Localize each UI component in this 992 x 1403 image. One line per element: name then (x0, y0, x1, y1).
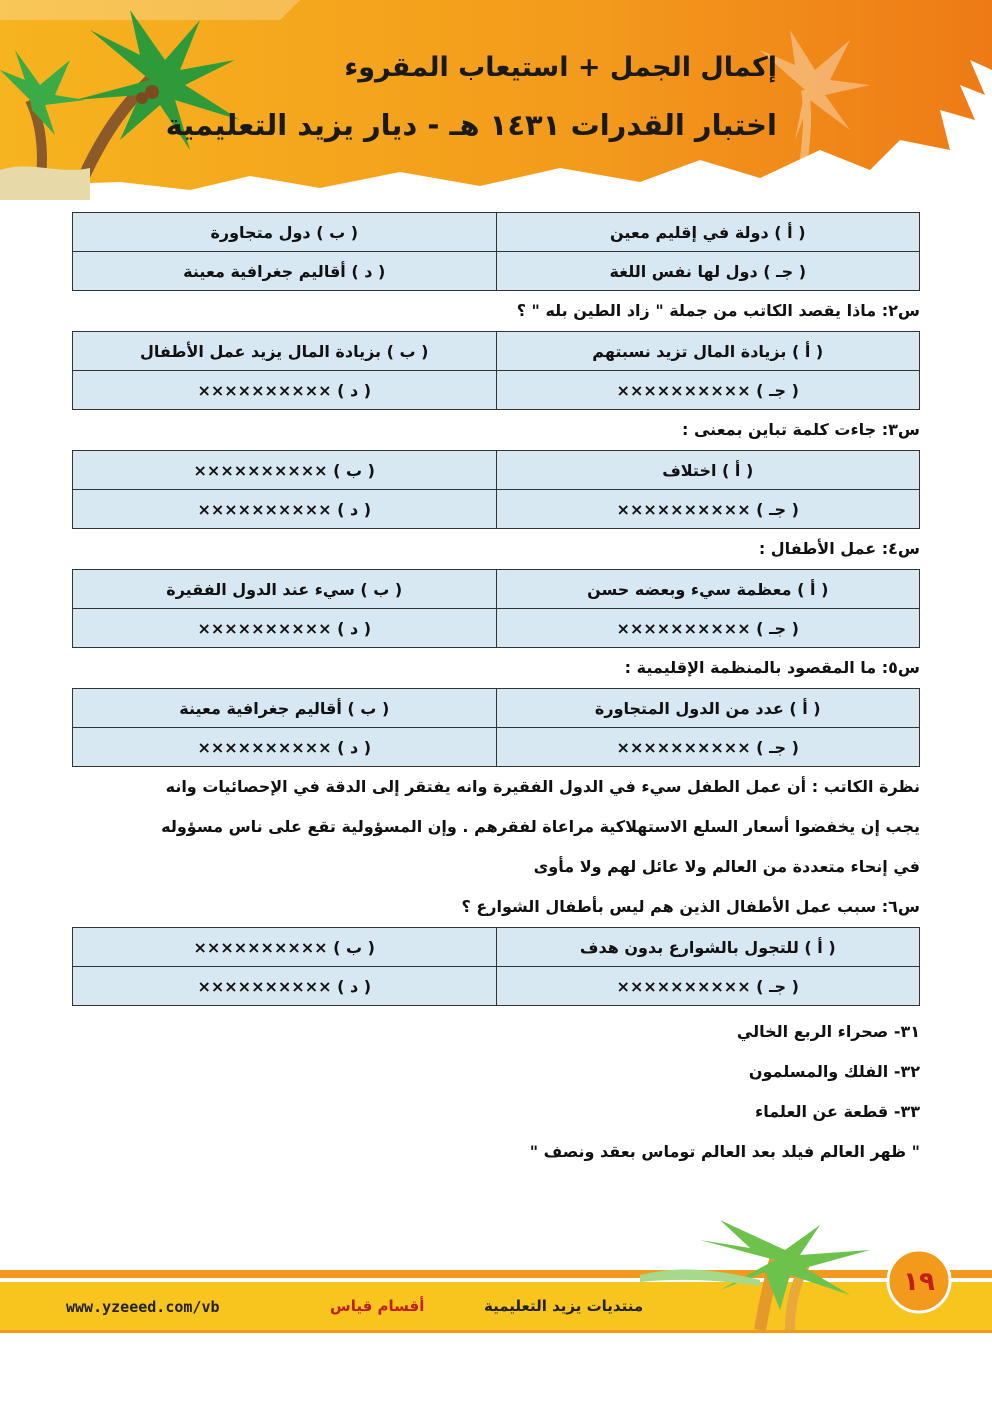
option-c: ( جـ ) ×××××××××× (496, 609, 920, 648)
header-banner-art (0, 0, 992, 200)
option-b: ( ب ) ×××××××××× (73, 451, 497, 490)
q4-options-table (72, 569, 920, 648)
table-row (73, 213, 920, 252)
table-row (73, 728, 920, 767)
table-row (73, 490, 920, 529)
table-row (73, 967, 920, 1006)
header-title: إكمال الجمل + استيعاب المقروء (344, 52, 777, 83)
option-d: ( د ) ×××××××××× (73, 490, 497, 529)
option-a: ( أ ) للتجول بالشوارع بدون هدف (496, 928, 920, 967)
option-c: ( جـ ) ×××××××××× (496, 371, 920, 410)
site-url-link[interactable]: www.yzeeed.com/vb (66, 1298, 220, 1316)
option-d: ( د ) أقاليم جغرافية معينة (73, 252, 497, 291)
table-row (73, 689, 920, 728)
page-header (0, 0, 992, 200)
option-b: ( ب ) دول متجاورة (73, 213, 497, 252)
question-5: س٥: ما المقصود بالمنظمة الإقليمية : (624, 658, 920, 677)
q2-options-table (72, 331, 920, 410)
table-row (73, 928, 920, 967)
q1-options-table (72, 212, 920, 291)
option-b: ( ب ) أقاليم جغرافية معينة (73, 689, 497, 728)
table-row (73, 570, 920, 609)
page-number: ١٩ (903, 1267, 935, 1297)
table-row (73, 609, 920, 648)
option-c: ( جـ ) ×××××××××× (496, 967, 920, 1006)
list-item-33: ٣٣- قطعة عن العلماء (755, 1102, 920, 1121)
qiyas-section-label: أقسام قياس (330, 1297, 425, 1315)
option-c: ( جـ ) دول لها نفس اللغة (496, 252, 920, 291)
forum-name: منتديات يزيد التعليمية (484, 1297, 644, 1315)
option-b: ( ب ) سيء عند الدول الفقيرة (73, 570, 497, 609)
option-b: ( ب ) بزيادة المال يزيد عمل الأطفال (73, 332, 497, 371)
header-subtitle: اختبار القدرات ١٤٣١ هـ - ديار يزيد التعليمية (165, 108, 777, 142)
footer-banner-art (0, 1220, 992, 1340)
paragraph-line: في إنحاء متعددة من العالم ولا عائل لهم ولا مأوى (533, 857, 920, 876)
paragraph-line: يجب إن يخفضوا أسعار السلع الاستهلاكية مراعاة لفقرهم . وإن المسؤولية تقع على ناس مسؤوله (161, 817, 920, 836)
option-a: ( أ ) اختلاف (496, 451, 920, 490)
option-d: ( د ) ×××××××××× (73, 728, 497, 767)
question-4: س٤: عمل الأطفال : (758, 539, 920, 558)
q3-options-table (72, 450, 920, 529)
option-d: ( د ) ×××××××××× (73, 609, 497, 648)
option-a: ( أ ) دولة في إقليم معين (496, 213, 920, 252)
option-b: ( ب ) ×××××××××× (73, 928, 497, 967)
option-d: ( د ) ×××××××××× (73, 371, 497, 410)
quote-line: " ظهر العالم فيلد بعد العالم توماس بعقد ونصف " (529, 1142, 920, 1161)
option-c: ( جـ ) ×××××××××× (496, 728, 920, 767)
table-row (73, 252, 920, 291)
table-row (73, 451, 920, 490)
option-c: ( جـ ) ×××××××××× (496, 490, 920, 529)
q5-options-table (72, 688, 920, 767)
paragraph-line: نظرة الكاتب : أن عمل الطفل سيء في الدول الفقيرة وانه يفتقر إلى الدقة في الإحصائيات وانه (165, 777, 920, 796)
option-a: ( أ ) معظمة سيء وبعضه حسن (496, 570, 920, 609)
question-2: س٢: ماذا يقصد الكاتب من جملة " زاد الطين بله " ؟ (516, 301, 920, 320)
option-d: ( د ) ×××××××××× (73, 967, 497, 1006)
question-3: س٣: جاءت كلمة تباين بمعنى : (682, 420, 920, 439)
table-row (73, 371, 920, 410)
q6-options-table (72, 927, 920, 1006)
list-item-31: ٣١- صحراء الربع الخالي (736, 1022, 920, 1041)
option-a: ( أ ) عدد من الدول المتجاورة (496, 689, 920, 728)
table-row (73, 332, 920, 371)
option-a: ( أ ) بزيادة المال تزيد نسبتهم (496, 332, 920, 371)
list-item-32: ٣٢- الفلك والمسلمون (748, 1062, 920, 1081)
author-view-paragraph (72, 767, 920, 887)
page-content (72, 212, 920, 1172)
question-6: س٦: سبب عمل الأطفال الذين هم ليس بأطفال الشوارع ؟ (461, 897, 920, 916)
page-footer (0, 1220, 992, 1340)
